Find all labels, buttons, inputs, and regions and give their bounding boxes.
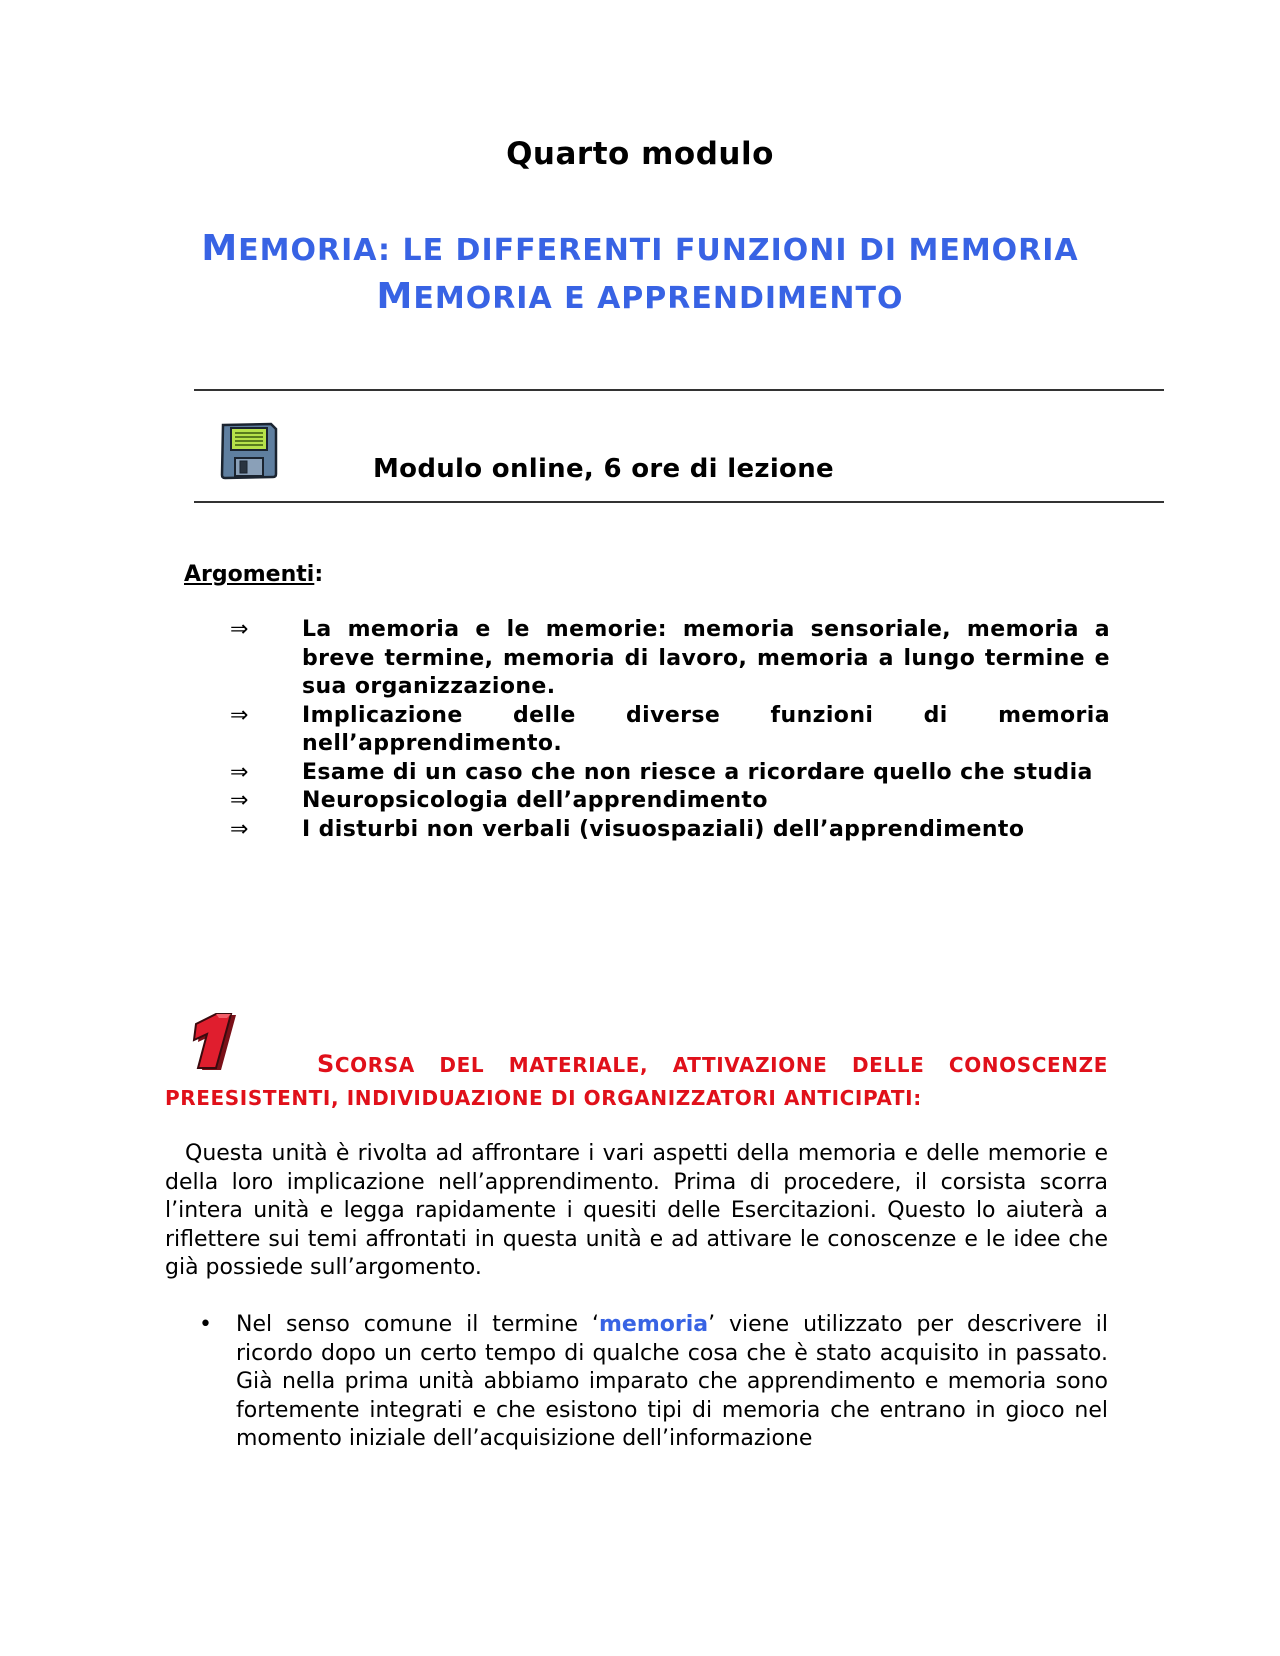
intro-paragraph: Questa unità è rivolta ad affrontare i vari aspetti della memoria e delle memorie e della loro implicazione nell’apprendimento. Prima di procedere, il corsista scorra l’intera unità e legga rapidamente i quesiti delle Esercitazioni. Questo lo aiuterà a riflettere sui temi affrontati in questa unità e ad attivare le conoscenze e le idee che già possiede sull’argomento. xyxy=(165,1141,1108,1280)
list-item xyxy=(230,816,1110,845)
section-heading-initial: S xyxy=(317,1050,335,1078)
highlighted-term: memoria xyxy=(598,1312,709,1337)
section-heading-line-1-text: CORSA DEL MATERIALE, ATTIVAZIONE DELLE CONOSCENZE xyxy=(334,1053,1108,1077)
topics-heading xyxy=(184,562,323,587)
module-info-label: Modulo online, 6 ore di lezione xyxy=(373,454,834,484)
main-title-line-2 xyxy=(0,276,1280,317)
bullet-text-end: ’ viene utilizzato per descrivere il ricordo dopo un certo tempo di qualche cosa che è stato acquisito in passato. Già nella prima unità abbiamo imparato che apprendimento e memoria sono fortemente integrati e che esistono tipi di memoria che entrano in gioco nel momento iniziale dell’acquisizione dell’informazione xyxy=(236,1312,1108,1451)
topic-text: I disturbi non verbali (visuospaziali) dell’apprendimento xyxy=(302,816,1025,842)
bullet-icon: • xyxy=(199,1312,212,1337)
list-item xyxy=(230,759,1110,788)
list-item xyxy=(165,1311,1108,1454)
list-item xyxy=(230,787,1110,816)
topic-text: Neuropsicologia dell’apprendimento xyxy=(302,788,768,813)
section-heading-line-1 xyxy=(165,1048,1108,1082)
list-item xyxy=(230,616,1110,702)
title-line-1-initial: M xyxy=(201,228,239,269)
bullet-text-start: Nel senso comune il termine ‘ xyxy=(236,1312,599,1337)
section-heading xyxy=(165,1048,1108,1115)
topics-heading-text: Argomenti xyxy=(184,562,315,587)
floppy-disk-icon xyxy=(219,422,279,480)
topic-text: Esame di un caso che non riesce a ricordare quello che studia xyxy=(302,759,1093,785)
arrow-icon: ⇒ xyxy=(230,816,249,842)
topic-text: La memoria e le memorie: memoria sensoriale, memoria a breve termine, memoria di lavoro, memoria a lungo termine e sua organizzazione. xyxy=(302,617,1110,699)
list-item xyxy=(230,702,1110,759)
title-line-2-initial: M xyxy=(376,276,414,317)
module-title: Quarto modulo xyxy=(506,136,774,172)
section-heading-line-2: PREESISTENTI, INDIVIDUAZIONE DI ORGANIZZATORI ANTICIPATI: xyxy=(165,1086,922,1110)
top-divider xyxy=(194,389,1164,391)
main-title-line-1 xyxy=(0,228,1280,269)
title-line-2-text: EMORIA E APPRENDIMENTO xyxy=(413,281,904,316)
title-line-1-text: EMORIA: LE DIFFERENTI FUNZIONI DI MEMORIA xyxy=(238,233,1079,268)
topics-heading-colon: : xyxy=(314,562,324,587)
arrow-icon: ⇒ xyxy=(230,617,249,642)
bottom-divider xyxy=(194,501,1164,503)
bullet-list xyxy=(165,1311,1108,1454)
arrow-icon: ⇒ xyxy=(230,788,249,813)
topics-list xyxy=(230,616,1110,844)
topic-text: Implicazione delle diverse funzioni di memoria nell’apprendimento. xyxy=(302,702,1110,756)
arrow-icon: ⇒ xyxy=(230,759,249,785)
arrow-icon: ⇒ xyxy=(230,702,249,728)
